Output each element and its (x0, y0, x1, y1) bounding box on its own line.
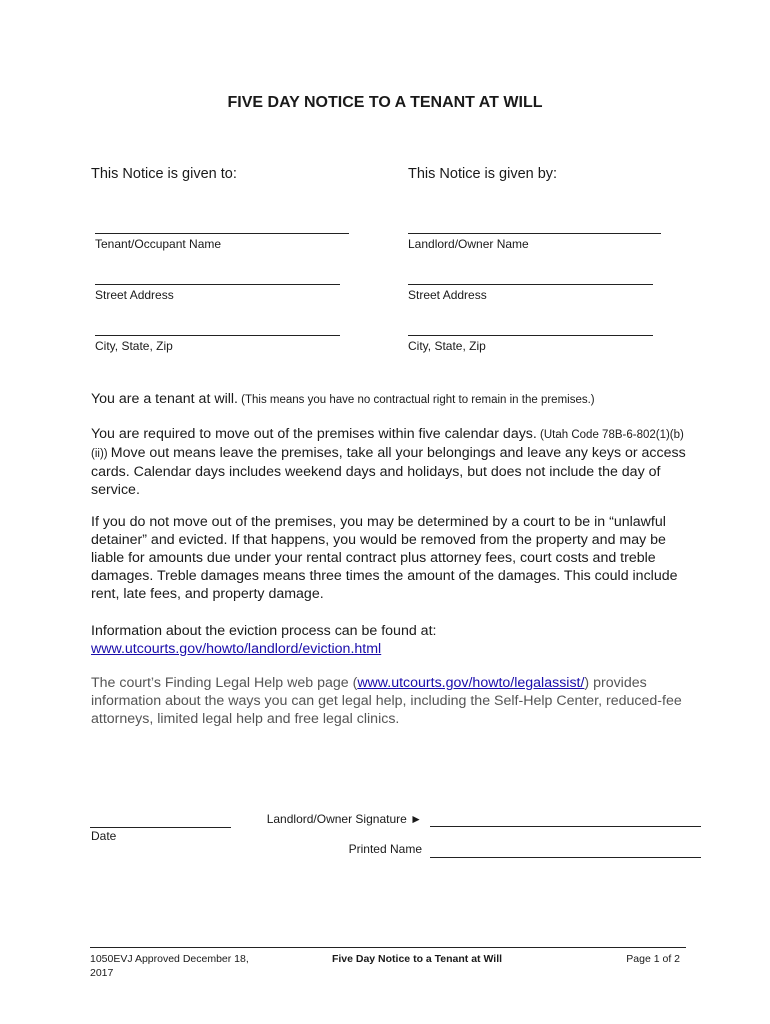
move-out-paragraph (91, 425, 687, 499)
legal-help-intro: The court’s Finding Legal Help web page ( (91, 675, 358, 691)
signature-label: Landlord/Owner Signature ► (266, 812, 422, 826)
eviction-process-link[interactable]: www.utcourts.gov/howto/landlord/eviction.html (91, 641, 382, 657)
given-by-heading: This Notice is given by: (408, 166, 558, 182)
eviction-info-text: Information about the eviction process can be found at: (91, 623, 437, 639)
move-out-details: Move out means leave the premises, take all your belongings and leave any keys or access cards. Calendar days includes weekend days and holidays, but does not include the day of service. (91, 445, 686, 498)
printed-name-label: Printed Name (348, 842, 422, 856)
tenant-street-line[interactable] (95, 284, 340, 285)
tenant-city-line[interactable] (95, 335, 340, 336)
tenant-at-will-paragraph (91, 390, 687, 409)
landlord-name-line[interactable] (408, 233, 661, 234)
document-title: FIVE DAY NOTICE TO A TENANT AT WILL (227, 94, 543, 111)
legal-help-details: ) provides information about the ways you can get legal help, including the Self-Help Center, reduced-fee attorneys, limited legal help and free legal clinics. (91, 675, 682, 727)
date-label: Date (91, 829, 117, 843)
eviction-info-paragraph (91, 622, 687, 658)
tenant-at-will-note: (This means you have no contractual right to remain in the premises.) (237, 394, 595, 406)
unlawful-detainer-paragraph: If you do not move out of the premises, you may be determined by a court to be in “unlawful detainer” and evicted. If that happens, you would be removed from the property and may be liable for amounts due under your rental contract plus attorney fees, court costs and treble damages. Treble damages means three times the amount of the damages. This could include rent, late fees, and property damage. (91, 514, 678, 602)
tenant-name-line[interactable] (95, 233, 349, 234)
footer-page-number: Page 1 of 2 (626, 953, 680, 965)
footer-rule (90, 947, 686, 948)
footer-form-id-line1: 1050EVJ Approved December 18, (90, 953, 249, 965)
signature-line[interactable] (430, 826, 701, 827)
landlord-street-label: Street Address (408, 288, 487, 302)
utah-code-cite-a: (Utah Code 78B-6- (536, 429, 637, 441)
footer-doc-title: Five Day Notice to a Tenant at Will (331, 953, 503, 965)
utah-code-cite-b: 802(1)(b)(ii)) (91, 429, 684, 460)
footer-form-id (90, 953, 249, 979)
landlord-city-line[interactable] (408, 335, 653, 336)
footer-form-id-line2: 2017 (90, 967, 114, 979)
tenant-street-label: Street Address (95, 288, 174, 302)
given-to-heading: This Notice is given to: (91, 166, 237, 182)
tenant-name-label: Tenant/Occupant Name (95, 237, 222, 251)
legal-help-paragraph (91, 674, 687, 728)
move-out-statement: You are required to move out of the premises within five calendar days. (91, 426, 537, 442)
tenant-city-label: City, State, Zip (95, 339, 173, 353)
date-line[interactable] (90, 827, 231, 828)
tenant-at-will-statement: You are a tenant at will. (91, 391, 238, 407)
landlord-name-label: Landlord/Owner Name (408, 237, 529, 251)
legal-assist-link[interactable]: www.utcourts.gov/howto/legalassist/ (357, 675, 585, 691)
printed-name-line[interactable] (430, 857, 701, 858)
landlord-city-label: City, State, Zip (408, 339, 486, 353)
landlord-street-line[interactable] (408, 284, 653, 285)
